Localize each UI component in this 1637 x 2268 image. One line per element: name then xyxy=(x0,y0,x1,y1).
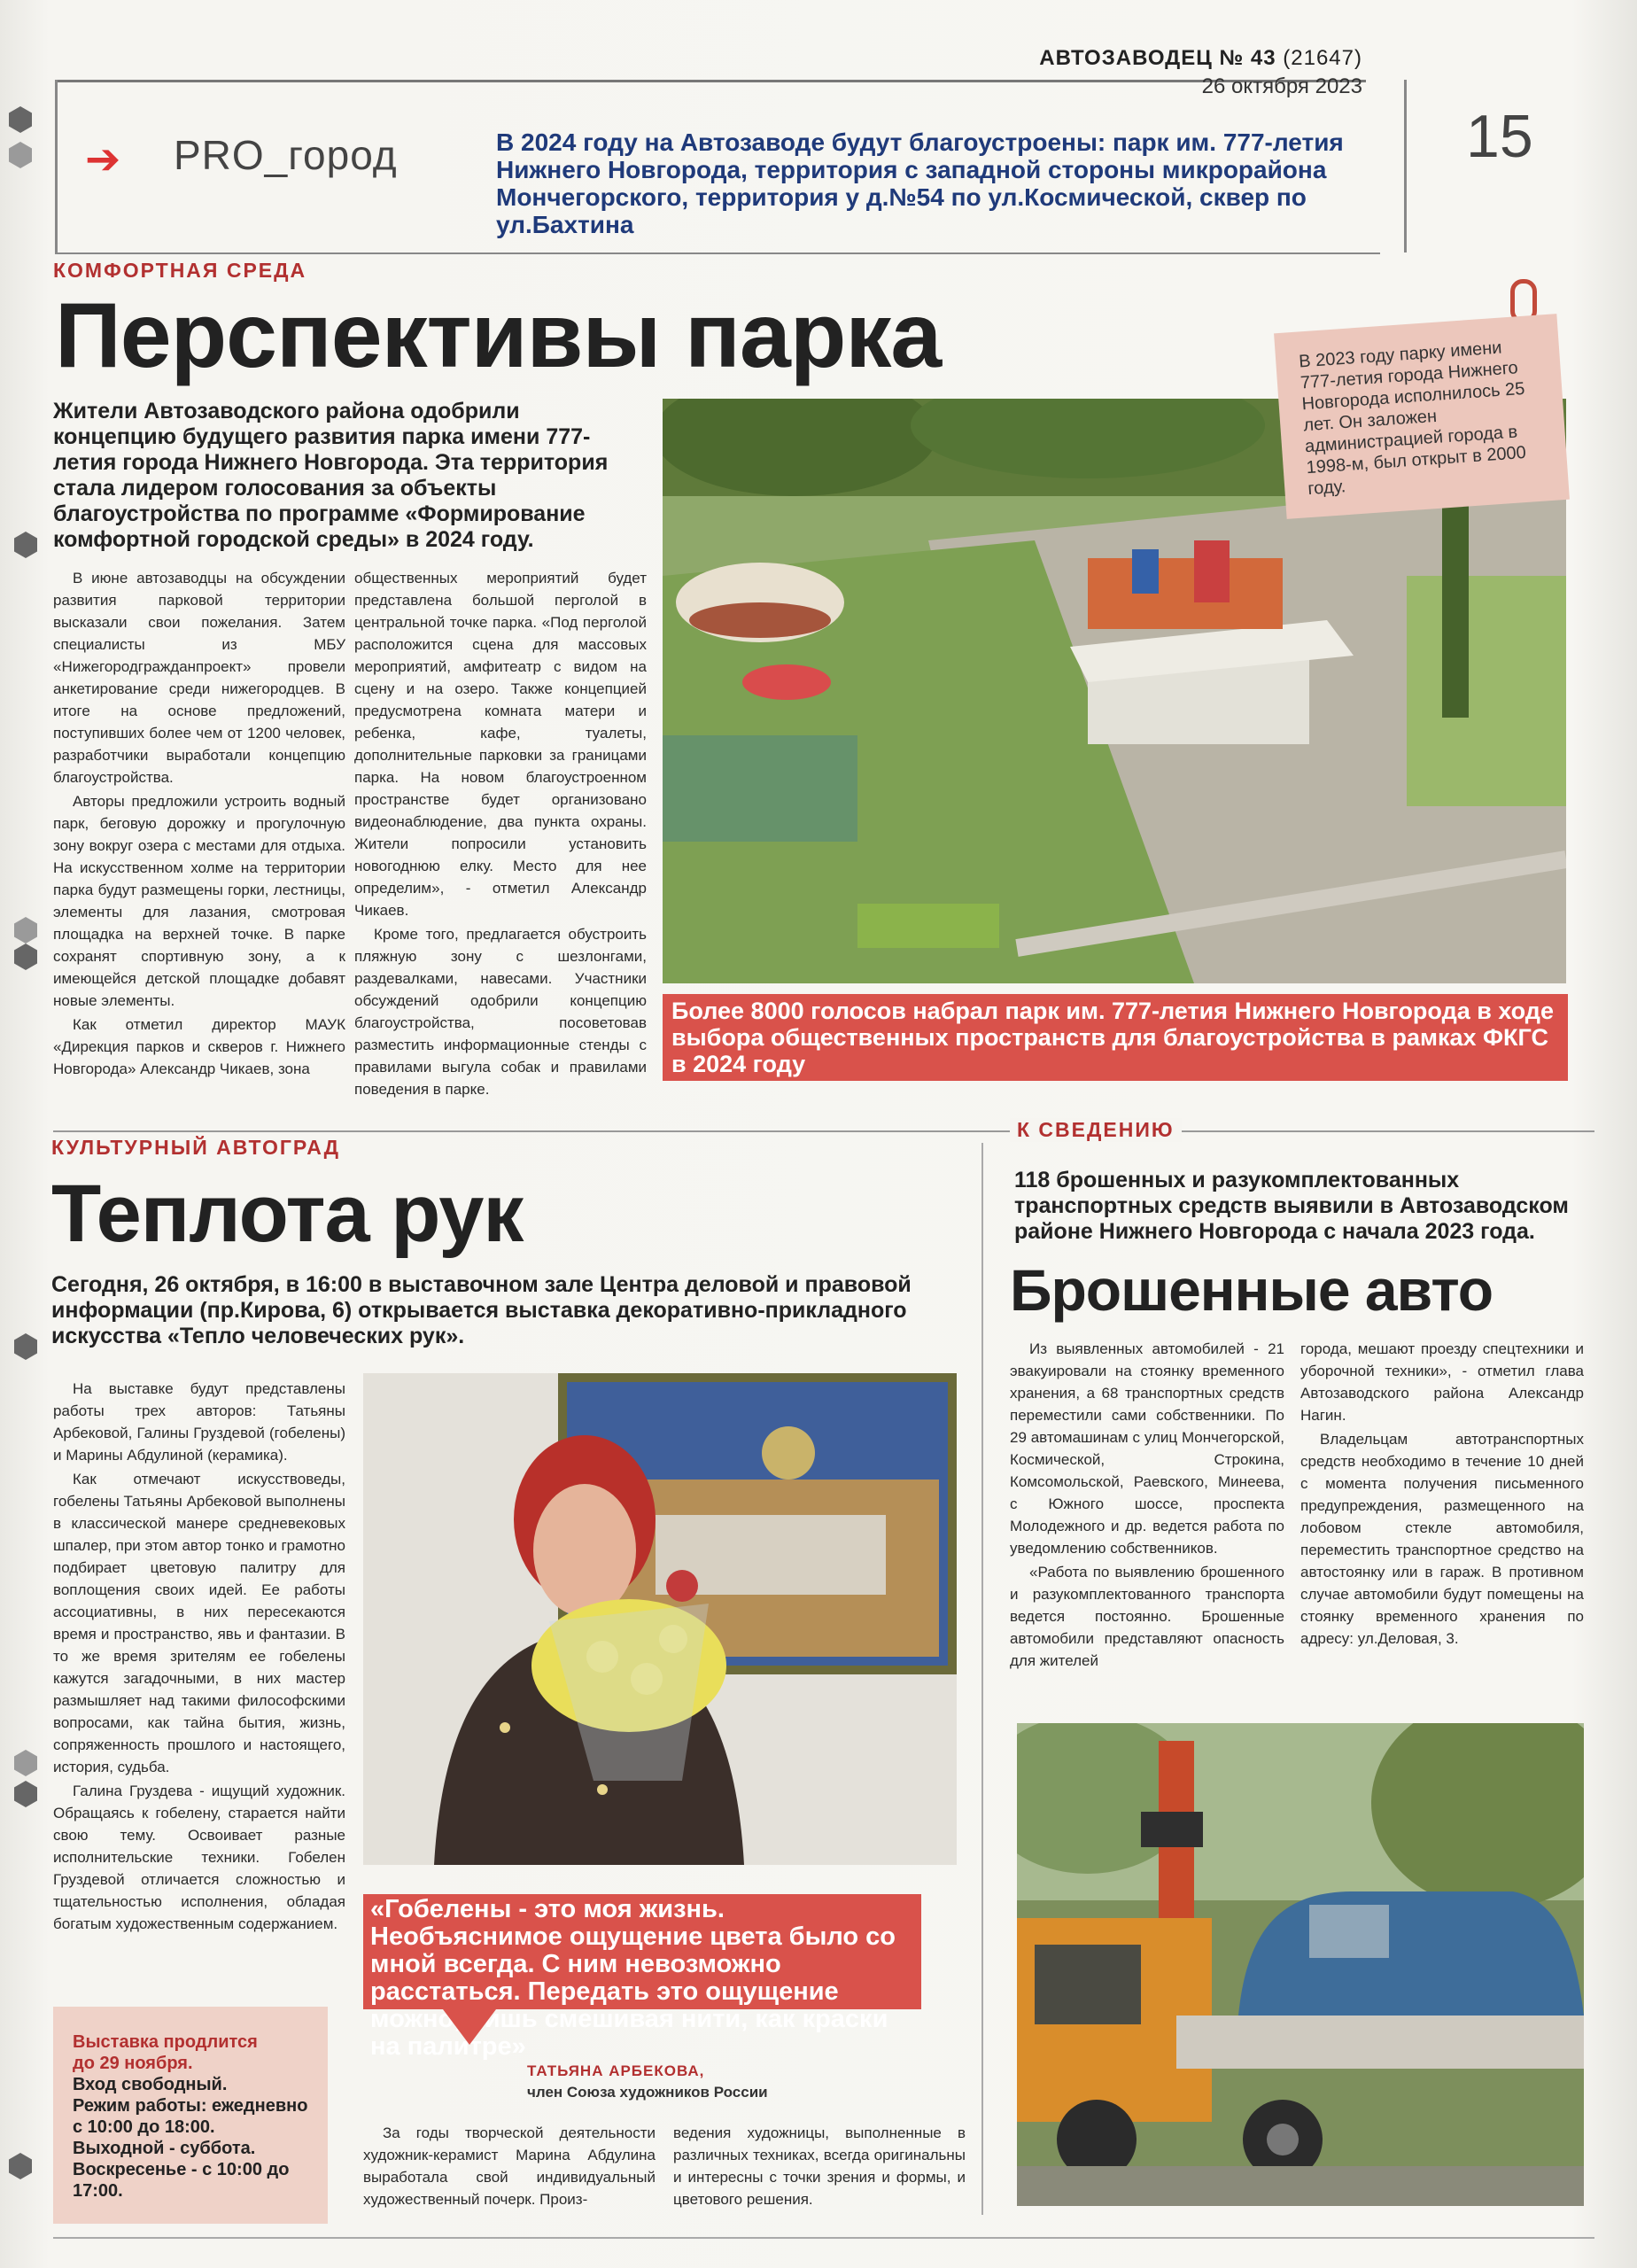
binder-hole xyxy=(14,1333,37,1360)
quote-author: ТАТЬЯНА АРБЕКОВА, xyxy=(527,2062,705,2079)
paragraph: Из выявленных автомобилей - 21 эвакуировали на стоянку временного хранения, а 68 транспортных средств переместили сами собственники. По 29 автомашинам с улиц Мончегорской, Космической, Строкина, Комсомольской, Раевского, Минеева, с Южного шоссе, проспекта Молодежного и др. ведется работа по уведомлению собственников. xyxy=(1010,1340,1284,1557)
paragraph: общественных мероприятий будет представлена большой перголой в центральной точке парка. «Под перголой расположится сцена для массовых мероприятий, амфитеатр с видом на сцену и на озеро. Также концепцией предусмотрена комната матери и ребенка, кафе, туалеты, дополнительные парковки за границами парка. На новом благоустроенном пространстве будет организовано видеонаблюдение, два пункта охраны. Жители попросили установить новогоднюю елку. Место для нее определим», - отметил Александр Чикаев. xyxy=(354,570,647,919)
header-rule xyxy=(1404,80,1407,252)
article3-lead: 118 брошенных и разукомплектованных транспортных средств выявили в Автозаводском районе Нижнего Новгорода с начала 2023 года. xyxy=(1014,1168,1569,1244)
header-rule xyxy=(55,80,1366,82)
park-note: В 2023 году парку имени 777-летия города Нижнего Новгорода исполнилось 25 лет. Он заложен администрацией города в 1998-м, был открыт в 2000 году. xyxy=(1274,314,1570,519)
page-number: 15 xyxy=(1466,103,1533,170)
info-line: Выходной - суббота. xyxy=(73,2139,256,2158)
section-title: PRO_город xyxy=(174,132,398,178)
article1-col2 xyxy=(354,567,647,1102)
paragraph: Галина Груздева - ищущий художник. Обращаясь к гобелену, старается найти свою тему. Освоивает разные исполнительские техники. Гобелен Груздевой отличается сложностью и тщательностью исполнения, обладая богатым художественным содержанием. xyxy=(53,1783,345,1932)
binder-hole xyxy=(9,106,32,133)
binder-hole xyxy=(9,2153,32,2179)
footer-rule xyxy=(53,2237,1594,2239)
article2-title: Теплота рук xyxy=(51,1169,524,1259)
article1-col1 xyxy=(53,567,345,1082)
park-photo-caption: Более 8000 голосов набрал парк им. 777-летия Нижнего Новгорода в ходе выбора общественных пространств для благоустройства в рамках ФКГС в 2024 году xyxy=(663,994,1568,1081)
column-divider xyxy=(981,1143,983,2215)
binder-hole xyxy=(14,917,37,944)
paragraph: На выставке будут представлены работы трех авторов: Татьяны Арбековой, Галины Груздевой (гобелены) и Марины Абдулиной (керамика). xyxy=(53,1380,345,1464)
article2-bottom-col1 xyxy=(363,2122,656,2212)
article3-col2 xyxy=(1300,1338,1584,1651)
binder-hole xyxy=(14,532,37,558)
info-line: Воскресенье - с 10:00 до 17:00. xyxy=(73,2160,290,2201)
quote-tail xyxy=(443,2009,496,2045)
paragraph: «Работа по выявлению брошенного и разукомплектованного транспорта ведется постоянно. Брошенные автомобили представляют опасность для жителей xyxy=(1010,1564,1284,1669)
paragraph: Как отмечают искусствоведы, гобелены Татьяны Арбековой выполнены в классической манере средневековых шпалер, при этом автор тонко и грамотно подбирает цветовую палитру для воплощения своих идей. Ее работы ассоциативны, в них пересекаются время и пространство, явь и фантазии. В то же время зрителям ее гобелены кажутся загадочными, в них мастер размышляет над такими философскими вопросами, как тайна бытия, жизнь, сопряженность прошлого и настоящего, история, судьба. xyxy=(53,1471,345,1775)
binder-hole xyxy=(14,944,37,970)
info-line: Режим работы: ежедневно с 10:00 до 18:00. xyxy=(73,2096,308,2137)
exhibition-info xyxy=(53,2007,328,2224)
paragraph: Владельцам автотранспортных средств необходимо в течение 10 дней с момента получения письменного предупреждения, размещенного на лобовом стекле автомобиля, переместить транспортное средство на автостоянку или в гараж. В противном случае автомобили будут помещены на стоянку временного хранения по адресу: ул.Деловая, 3. xyxy=(1300,1431,1584,1647)
paragraph: В июне автозаводцы на обсуждении развития парковой территории высказали свои пожелания. Затем специалисты из МБУ «Нижегородгражданпроект» провели анкетирование среди нижегородцев. В итоге на основе предложений, поступивших более чем от 1200 человек, разработчики выработали концепцию благоустройства. xyxy=(53,570,345,786)
rubric-article3: К СВЕДЕНИЮ xyxy=(1010,1118,1182,1142)
paragraph: города, мешают проезду спецтехники и уборочной техники», - отметил глава Автозаводского района Александр Нагин. xyxy=(1300,1340,1584,1424)
paragraph: Авторы предложили устроить водный парк, беговую дорожку и прогулочную зону вокруг озера с местами для отдыха. На искусственном холме на территории парка будут размещены горки, лестницы, элементы для лазания, смотровая площадка на верхней точке. В парке сохранят спортивную зону, а к имеющейся детской площадке добавят новые элементы. xyxy=(53,793,345,1009)
paragraph: Как отметил директор МАУК «Дирекция парков и скверов г. Нижнего Новгорода» Александр Чикаев, зона xyxy=(53,1016,345,1077)
artist-quote: «Гобелены - это моя жизнь. Необъяснимое ощущение цвета было со мной всегда. С ним невозможно расстаться. Передать это ощущение можно, лишь смешивая нити, как краски на палитре» xyxy=(363,1894,921,2009)
issue-label: АВТОЗАВОДЕЦ № 43 (21647) xyxy=(1039,46,1362,70)
article1-title: Перспективы парка xyxy=(55,284,942,387)
article2-lead: Сегодня, 26 октября, в 16:00 в выставочном зале Центра деловой и правовой информации (пр.Кирова, 6) открывается выставка декоративно-прикладного искусства «Тепло человеческих рук». xyxy=(51,1272,912,1348)
section-divider xyxy=(53,1130,1594,1132)
info-line: Вход свободный. xyxy=(73,2075,228,2094)
quote-author-role: член Союза художников России xyxy=(527,2084,768,2101)
article3-title: Брошенные авто xyxy=(1010,1257,1493,1323)
paragraph: Кроме того, предлагается обустроить пляжную зону с шезлонгами, раздевалками, навесами. Участники обсуждений одобрили концепцию благоустройства, посоветовав разместить информационные стенды с правилами выгула собак и правилами поведения в парке. xyxy=(354,926,647,1098)
info-line: Выставка продлится xyxy=(73,2032,258,2052)
rubric-article1: КОМФОРТНАЯ СРЕДА xyxy=(53,259,307,282)
tow-truck-photo xyxy=(1017,1723,1584,2206)
paragraph: ведения художницы, выполненные в различных техниках, всегда оригинальны и интересны с точки зрения и формы, и цветового решения. xyxy=(673,2124,966,2208)
binder-hole xyxy=(9,142,32,168)
binder-hole xyxy=(14,1781,37,1807)
arrow-icon: ➔ xyxy=(85,136,121,183)
article2-col1 xyxy=(53,1378,345,1937)
header-lead: В 2024 году на Автозаводе будут благоустроены: парк им. 777-летия Нижнего Новгорода, территория с западной стороны микрорайона Мончегорского, территория у д.№54 по ул.Космической, сквер по ул.Бахтина xyxy=(496,128,1344,238)
issue-date: 26 октября 2023 xyxy=(1201,74,1362,98)
header-rule xyxy=(55,252,1380,254)
article3-col1 xyxy=(1010,1338,1284,1674)
info-line: до 29 ноября. xyxy=(73,2054,193,2073)
binder-hole xyxy=(14,1750,37,1776)
artist-photo xyxy=(363,1373,957,1865)
paragraph: За годы творческой деятельности художник-керамист Марина Абдулина выработала свой индивидуальный художественный почерк. Произ- xyxy=(363,2124,656,2208)
header-rule xyxy=(55,80,58,252)
article2-bottom-col2 xyxy=(673,2122,966,2212)
rubric-article2: КУЛЬТУРНЫЙ АВТОГРАД xyxy=(51,1136,349,1160)
article1-lead: Жители Автозаводского района одобрили концепцию будущего развития парка имени 777-летия города Нижнего Новгорода. Эта территория стала лидером голосования за объекты благоустройства по программе «Формирование комфортной городской среды» в 2024 году. xyxy=(53,399,609,552)
